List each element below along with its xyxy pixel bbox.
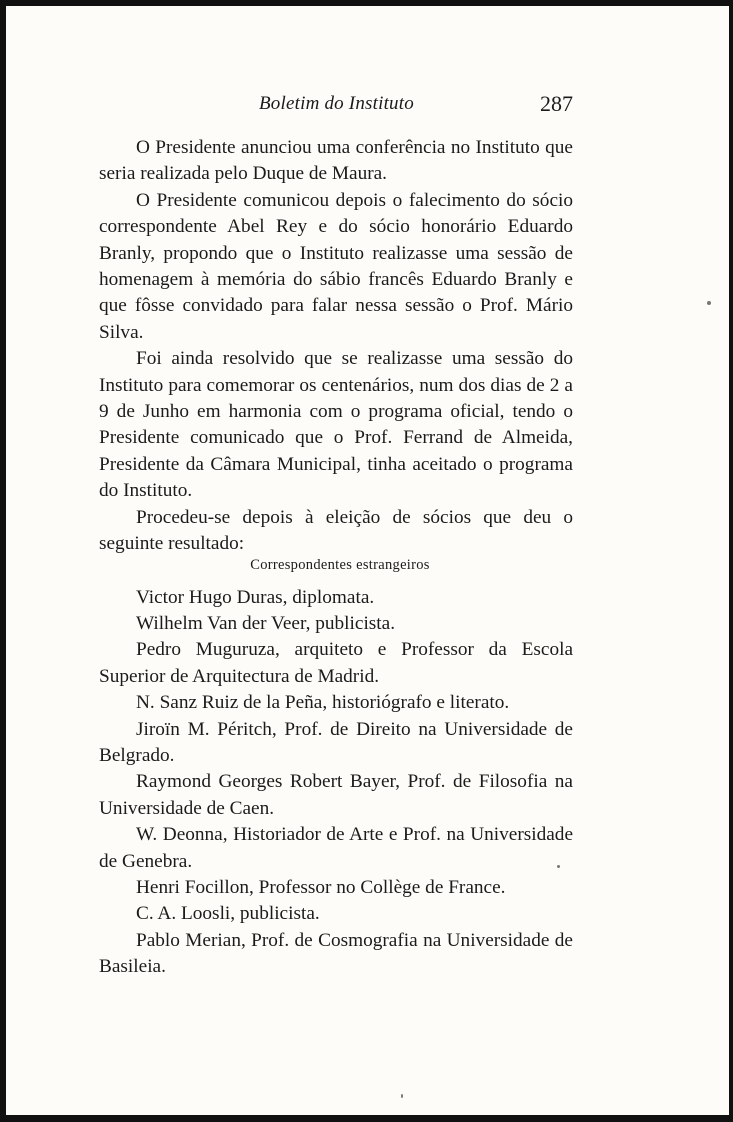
body-text [99, 135, 573, 981]
paragraph: O Presidente anunciou uma conferência no Instituto que seria realizada pelo Duque de Maura. [99, 137, 573, 185]
running-title: Boletim do Instituto [259, 93, 414, 114]
scan-speck [707, 301, 711, 305]
paragraph: O Presidente comunicou depois o falecimento do sócio correspondente Abel Rey e do sócio honorário Eduardo Branly, propondo que o Instituto realizasse uma sessão de homenagem à memória do sábio francês Eduardo Branly e que fôsse convidado para falar nessa sessão o Prof. Mário Silva. [99, 189, 573, 343]
section-heading: Correspondentes estrangeiros [250, 556, 430, 573]
member-entry: Jiroïn M. Péritch, Prof. de Direito na Universidade de Belgrado. [99, 718, 573, 766]
member-entry: Henri Focillon, Professor no Collège de France. [136, 876, 506, 898]
member-entry: W. Deonna, Historiador de Arte e Prof. na Universidade de Genebra. [99, 824, 573, 872]
member-entry: Raymond Georges Robert Bayer, Prof. de Filosofia na Universidade de Caen. [99, 771, 573, 819]
member-entry: N. Sanz Ruiz de la Peña, historiógrafo e literato. [136, 692, 510, 714]
paragraph: Procedeu-se depois à eleição de sócios que deu o seguinte resultado: [99, 506, 573, 555]
member-entry: Pablo Merian, Prof. de Cosmografia na Universidade de Basileia. [99, 929, 573, 978]
scan-speck [401, 1094, 403, 1098]
paragraph: Foi ainda resolvido que se realizasse uma sessão do Instituto para comemorar os centenários, num dos dias de 2 a 9 de Junho em harmonia com o programa oficial, tendo o Presidente comunicado que o Prof. Ferrand de Almeida, Presidente da Câmara Municipal, tinha aceitado o programa do Instituto. [99, 348, 573, 502]
member-entry: Victor Hugo Duras, diplomata. [136, 586, 375, 608]
member-entry: Pedro Muguruza, arquiteto e Professor da Escola Superior de Arquitectura de Madrid. [99, 639, 573, 687]
page-number: 287 [540, 91, 573, 116]
member-entry: C. A. Loosli, publicista. [136, 903, 320, 925]
scan-speck [557, 865, 560, 868]
page-header [6, 90, 729, 120]
member-entry: Wilhelm Van der Veer, publicista. [136, 612, 396, 634]
